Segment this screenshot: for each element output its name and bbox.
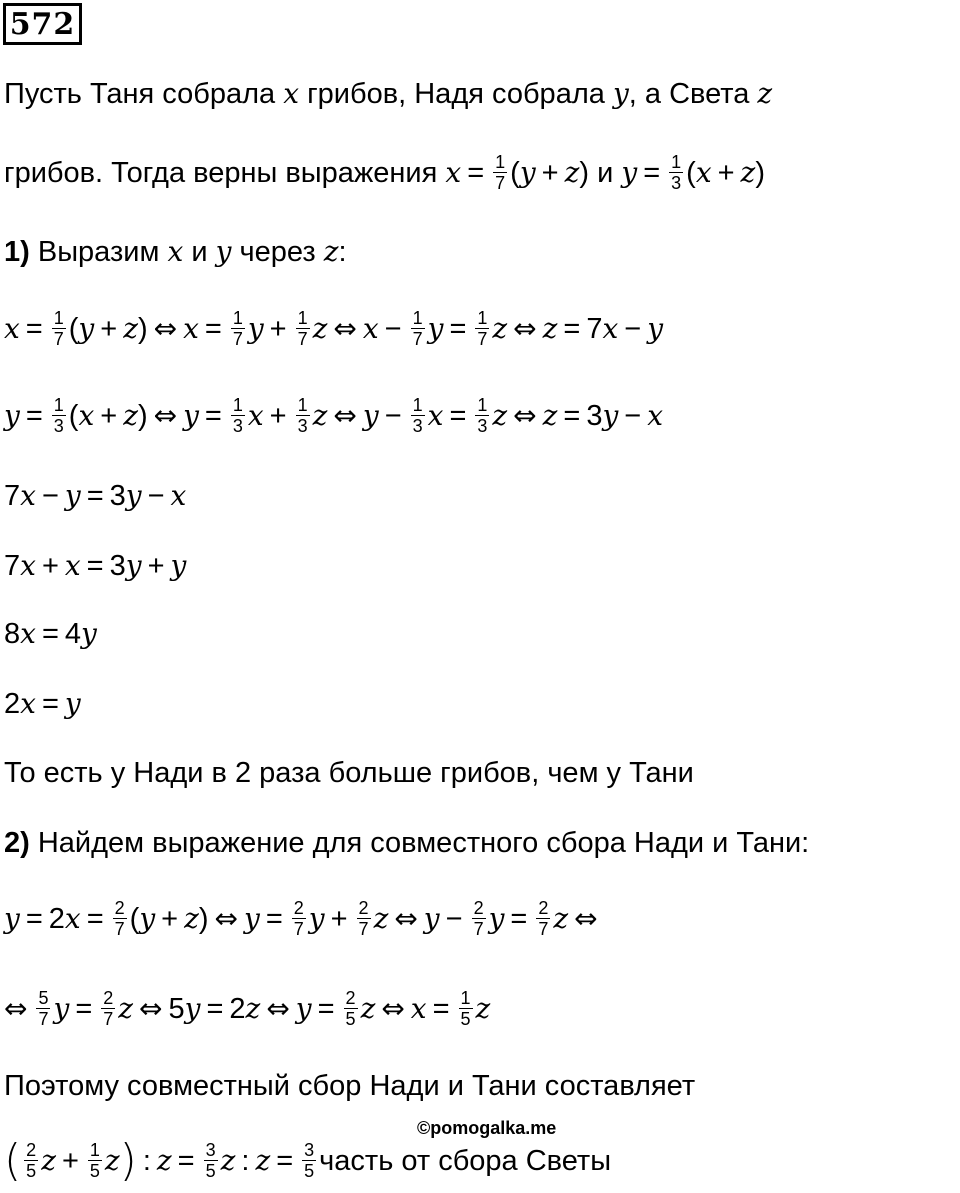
equation-row-6: 2 x = y xyxy=(4,687,81,720)
var-x: x xyxy=(283,77,300,110)
intro-text: и xyxy=(597,156,614,189)
watermark: ©pomogalka.me xyxy=(417,1118,557,1138)
equation-row-1: x = $\frac{1}{7}$ ( y + z ) ⇔ x = $\frac{1}{7}$ y + $\frac{1}{7}$ z ⇔ x − $\frac{1}{7}$ y = $\frac{1}{7}$ z ⇔ z = 7 x − y xyxy=(4,308,664,349)
problem-number: 572 xyxy=(9,6,76,42)
equals-sign: = xyxy=(467,156,485,189)
part2-final-text: Поэтому совместный сбор Нади и Тани составляет xyxy=(4,1070,696,1102)
equation-row-8: ⇔ $\frac{5}{7}$ y = $\frac{2}{7}$ z ⇔ 5 y = 2 z ⇔ y = $\frac{2}{5}$ z ⇔ x = $\frac{1}{5}$ z xyxy=(4,988,491,1029)
fraction: $\frac{1}{7}$ xyxy=(53,308,64,349)
var-x: x xyxy=(445,155,462,189)
part1-heading: 1) Выразим x и y через z : xyxy=(4,232,347,272)
var-y: y xyxy=(612,77,629,110)
intro-text: грибов, Надя собрала xyxy=(307,78,605,110)
equation-row-7: y = 2 x = $\frac{2}{7}$ ( y + z ) ⇔ y = $\frac{2}{7}$ y + $\frac{2}{7}$ z ⇔ y − $\frac{2}{7}$ y = $\frac{2}{7}$ z ⇔ xyxy=(4,898,598,939)
equation-row-4: 7 x + x = 3 y + y xyxy=(4,549,187,582)
intro-line-1 xyxy=(4,74,772,114)
var-z: z xyxy=(757,77,773,110)
iff-symbol: ⇔ xyxy=(153,311,178,345)
step-text: Найдем выражение для совместного сбора Нади и Тани: xyxy=(37,827,810,859)
equation-row-2: y = $\frac{1}{3}$ ( x + z ) ⇔ y = $\frac{1}{3}$ x + $\frac{1}{3}$ z ⇔ y − $\frac{1}{3}$ x = $\frac{1}{3}$ z ⇔ z = 3 y − x xyxy=(4,395,664,436)
part-label: 1) xyxy=(4,236,30,268)
part2-heading xyxy=(4,823,809,863)
intro-text: , а Света xyxy=(628,78,750,110)
intro-text: грибов. Тогда верны выражения xyxy=(4,156,438,189)
intro-line-2: грибов. Тогда верны выражения x = $\frac{1}{7}$ ( y + z ) и y = $\frac{1}{3}$ ( x + z ) xyxy=(4,152,765,193)
fraction: $\frac{1}{7}$ xyxy=(495,152,506,193)
fraction: $\frac{1}{3}$ xyxy=(671,152,682,193)
part-label: 2) xyxy=(4,827,30,859)
intro-text: Пусть Таня собрала xyxy=(4,78,276,110)
problem-number-box xyxy=(3,3,82,45)
step-text: Выразим xyxy=(37,236,160,268)
part1-conclusion: То есть у Нади в 2 раза больше грибов, чем у Тани xyxy=(4,757,694,789)
equation-row-5: 8 x = 4 y xyxy=(4,617,97,650)
final-expression: ( $\frac{2}{5}$ z + $\frac{1}{5}$ z ) : z = $\frac{3}{5}$ z : z = $\frac{3}{5}$ часть от сбора Светы xyxy=(4,1134,612,1186)
equation-row-3: 7 x − y = 3 y − x xyxy=(4,479,187,512)
